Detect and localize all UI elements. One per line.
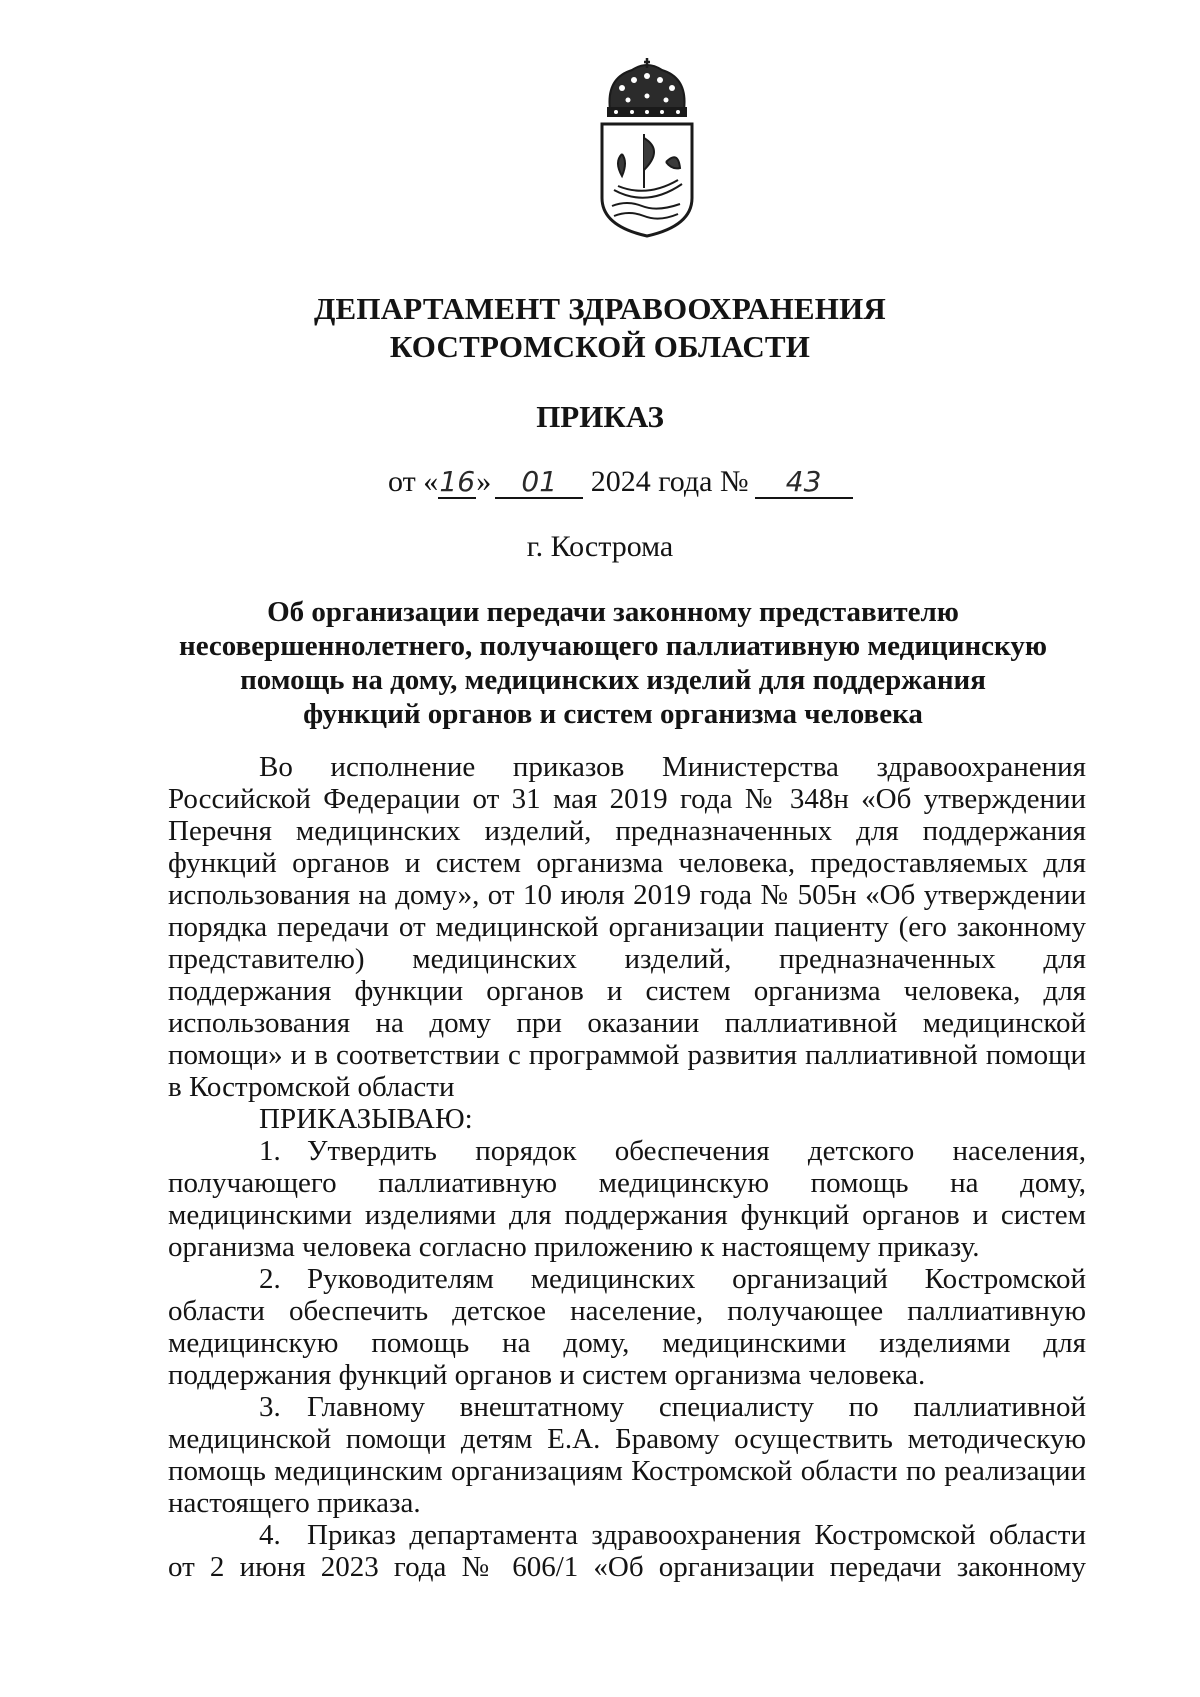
date-year-text: 2024 года № bbox=[590, 465, 749, 498]
order-item bbox=[168, 1391, 1086, 1519]
document-subject: Об организации передачи законному представителю несовершеннолетнего, получающего паллиативную медицинскую помощь на дому, медицинских изделий для поддержания функций органов и систем организма человека bbox=[179, 596, 1047, 730]
document-body bbox=[168, 751, 1086, 1583]
date-day-handwritten: 16 bbox=[439, 465, 476, 498]
item-number: 3. bbox=[259, 1391, 281, 1423]
doc-number-field bbox=[755, 467, 853, 499]
date-day-field bbox=[438, 467, 476, 499]
item-number: 2. bbox=[259, 1263, 281, 1295]
department-title-line2: КОСТРОМСКОЙ ОБЛАСТИ bbox=[389, 329, 811, 364]
date-number-line bbox=[388, 463, 853, 501]
item-number: 1. bbox=[259, 1135, 281, 1167]
order-item bbox=[168, 1519, 1086, 1583]
order-word: ПРИКАЗЫВАЮ: bbox=[259, 1103, 473, 1135]
item-text: Утвердить порядок обеспечения детского населения, получающего паллиативную медицинскую помощь на дому, медицинскими изделиями для поддержания функций органов и систем организма человека согласно приложению к настоящему приказу. bbox=[168, 1135, 1086, 1263]
date-month-field bbox=[495, 467, 583, 499]
document-type-title: ПРИКАЗ bbox=[536, 399, 664, 434]
coat-of-arms-emblem bbox=[592, 58, 702, 238]
date-mid: » bbox=[476, 465, 492, 498]
department-title-line1: ДЕПАРТАМЕНТ ЗДРАВООХРАНЕНИЯ bbox=[314, 291, 886, 326]
item-text: Главному внештатному специалисту по паллиативной медицинской помощи детям Е.А. Бравому осуществить методическую помощь медицинским организациям Костромской области по реализации настоящего приказа. bbox=[168, 1391, 1086, 1519]
item-text: Руководителям медицинских организаций Костромской области обеспечить детское население, получающее паллиативную медицинскую помощь на дому, медицинскими изделиями для поддержания функций органов и систем организма человека. bbox=[168, 1263, 1086, 1391]
preamble-paragraph: Во исполнение приказов Министерства здравоохранения Российской Федерации от 31 мая 2019 года № 348н «Об утверждении Перечня медицинских изделий, предназначенных для поддержания функций органов и систем организма человека, предоставляемых для использования на дому», от 10 июля 2019 года № 505н «Об утверждении порядка передачи от медицинской организации пациенту (его законному представителю) медицинских изделий, предназначенных для поддержания функции органов и систем организма человека, для использования на дому при оказании паллиативной медицинской помощи» и в соответствии с программой развития паллиативной помощи в Костромской области bbox=[168, 751, 1086, 1103]
order-item bbox=[168, 1263, 1086, 1391]
date-prefix: от « bbox=[388, 465, 439, 498]
item-number: 4. bbox=[259, 1519, 281, 1551]
coat-of-arms-icon bbox=[592, 58, 702, 238]
doc-number-handwritten: 43 bbox=[785, 465, 822, 498]
order-item bbox=[168, 1135, 1086, 1263]
item-text: Приказ департамента здравоохранения Костромской области от 2 июня 2023 года № 606/1 «Об организации передачи законному bbox=[168, 1519, 1086, 1583]
date-month-handwritten: 01 bbox=[521, 465, 558, 498]
city-label: г. Кострома bbox=[526, 530, 674, 563]
